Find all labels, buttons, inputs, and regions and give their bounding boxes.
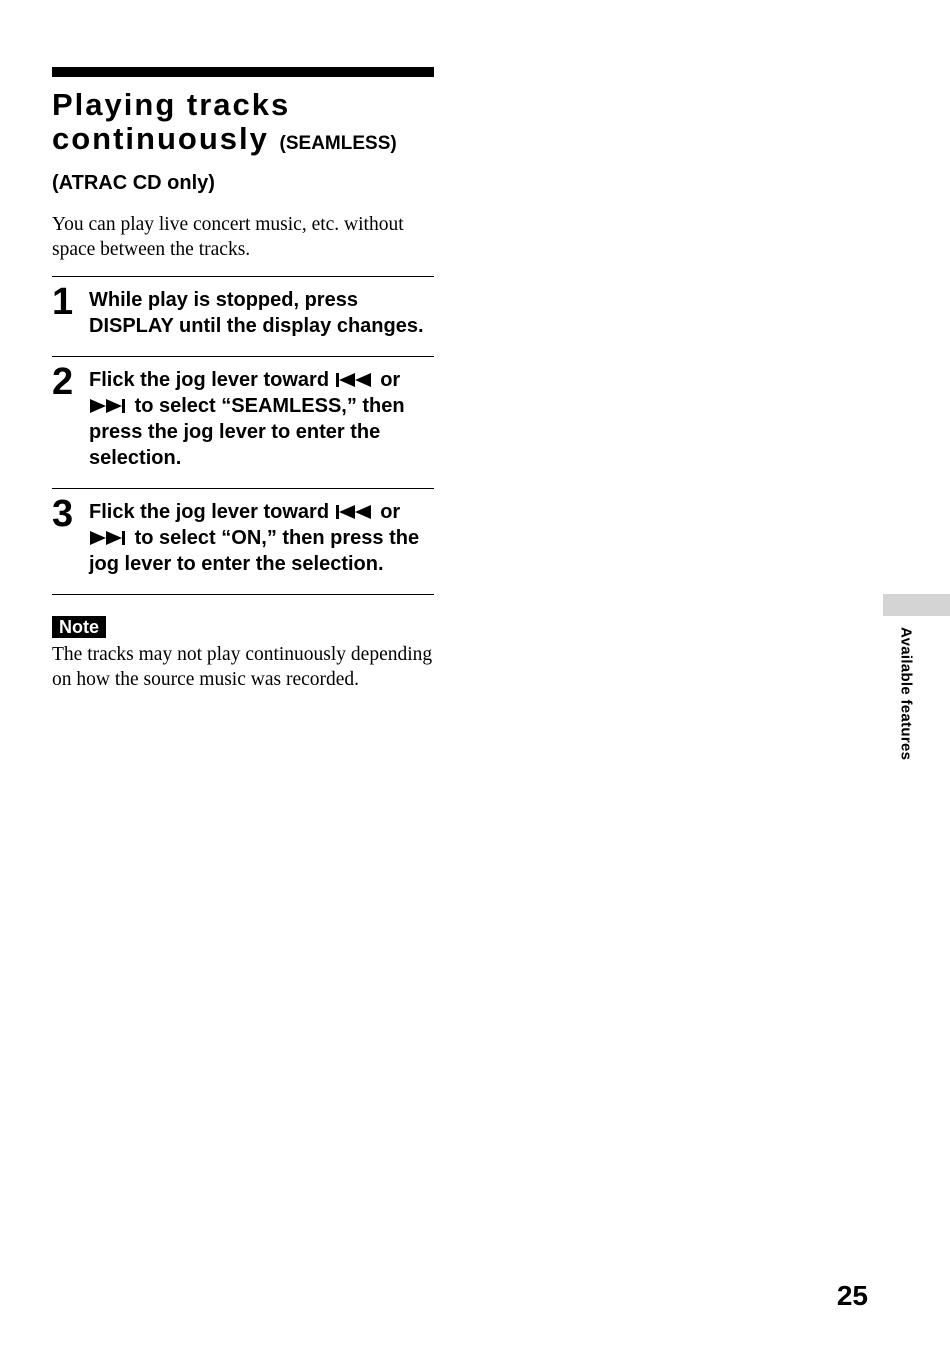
step-text-c: to select “SEAMLESS,” then press the jog lever to enter the selection. bbox=[89, 395, 405, 469]
step-text-a: Flick the jog lever toward bbox=[89, 501, 330, 523]
title-line-2 bbox=[52, 122, 434, 161]
step-3 bbox=[52, 489, 434, 594]
step-text bbox=[89, 367, 434, 471]
side-tab-label: Available features bbox=[897, 627, 915, 761]
page-title bbox=[52, 88, 434, 161]
step-text-b: or bbox=[380, 369, 401, 391]
skip-previous-icon bbox=[336, 504, 374, 520]
step-2 bbox=[52, 357, 434, 488]
title-line-1: Playing tracks bbox=[52, 87, 291, 122]
note-text: The tracks may not play continuously depending on how the source music was recorded. bbox=[52, 644, 433, 690]
step-number: 3 bbox=[52, 493, 74, 535]
step-text-c: to select “ON,” then press the jog lever to enter the selection. bbox=[89, 527, 420, 575]
step-number: 2 bbox=[52, 361, 74, 403]
step-text-a: Flick the jog lever toward bbox=[89, 369, 330, 391]
page-number: 25 bbox=[836, 1280, 868, 1311]
skip-next-icon bbox=[90, 398, 128, 414]
intro-text: You can play live concert music, etc. without space between the tracks. bbox=[52, 214, 404, 260]
subtitle: (ATRAC CD only) bbox=[52, 172, 215, 194]
side-tab-marker bbox=[883, 594, 950, 616]
title-suffix: (SEAMLESS) bbox=[279, 133, 397, 154]
step-1 bbox=[52, 277, 434, 356]
title-main: continuously bbox=[52, 121, 269, 156]
note-section bbox=[52, 616, 434, 692]
step-number: 1 bbox=[52, 281, 74, 323]
divider bbox=[52, 594, 434, 595]
step-text-b: or bbox=[380, 501, 401, 523]
step-text: While play is stopped, press DISPLAY until the display changes. bbox=[89, 289, 424, 337]
top-rule bbox=[52, 67, 434, 77]
note-badge: Note bbox=[52, 616, 106, 638]
skip-previous-icon bbox=[336, 372, 374, 388]
step-text bbox=[89, 499, 434, 577]
skip-next-icon bbox=[90, 530, 128, 546]
main-column bbox=[52, 67, 434, 692]
